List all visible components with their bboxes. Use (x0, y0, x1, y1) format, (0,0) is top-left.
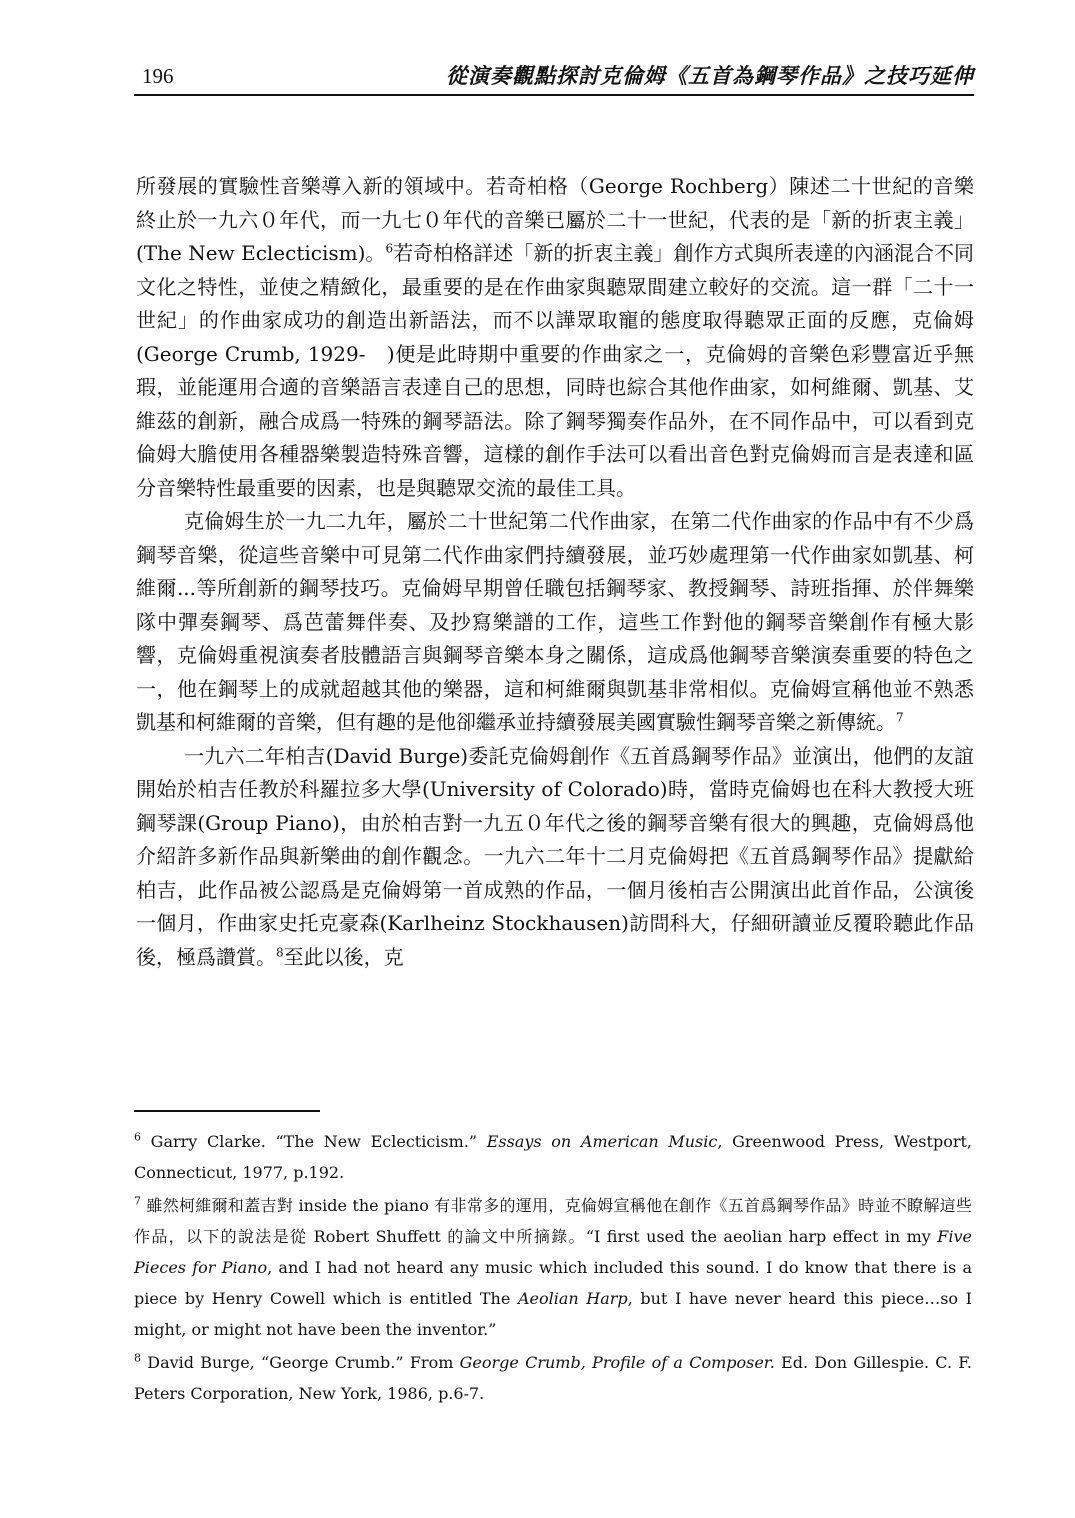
footnote-text-end: Ed. Don Gillespie. C. F. Peters Corporation, New York, 1986, p.6-7. (134, 1353, 972, 1403)
paragraph-3-text: 一九六二年柏吉(David Burge)委託克倫姆創作《五首爲鋼琴作品》並演出，他們的友誼開始於柏吉任教於科羅拉多大學(University of Colorado)時，當時克倫姆也在科大教授大班鋼琴課(Group Piano)，由於柏吉對一九五０年代之後的鋼琴音樂有很大的興趣，克倫姆爲他介紹許多新作品與新樂曲的創作觀念。一九六二年十二月克倫姆把《五首爲鋼琴作品》提獻給柏吉，此作品被公認爲是克倫姆第一首成熟的作品，一個月後柏吉公開演出此首作品，公演後一個月，作曲家史托克豪森(Karlheinz Stockhausen)訪問科大，仔細研讀並反覆聆聽此作品後，極爲讚賞。 (136, 743, 974, 969)
paragraph-2-text: 克倫姆生於一九二九年，屬於二十世紀第二代作曲家，在第二代作曲家的作品中有不少爲鋼琴音樂，從這些音樂中可見第二代作曲家們持續發展，並巧妙處理第一代作曲家如凱基、柯維爾...等所創新的鋼琴技巧。克倫姆早期曾任職包括鋼琴家、教授鋼琴、詩班指揮、於伴舞樂隊中彈奏鋼琴、爲芭蕾舞伴奏、及抄寫樂譜的工作，這些工作對他的鋼琴音樂創作有極大影響，克倫姆重視演奏者肢體語言與鋼琴音樂本身之關係，這成爲他鋼琴音樂演奏重要的特色之一，他在鋼琴上的成就超越其他的樂器，這和柯維爾與凱基非常相似。克倫姆宣稱他並不熟悉凱基和柯維爾的音樂，但有趣的是他卻繼承並持續發展美國實驗性鋼琴音樂之新傳統。 (136, 509, 974, 734)
footnote-text: 雖然柯維爾和蓋吉對 inside the piano 有非常多的運用，克倫姆宣稱他在創作《五首爲鋼琴作品》時並不瞭解這些作品，以下的說法是從 Robert Shuffett 的論文中所摘錄。“I first used the aeolian harp effect in my (134, 1196, 972, 1246)
footnote-ref-7: 7 (896, 710, 904, 725)
footnote-text-end: , Greenwood Press, Westport, Connecticut, 1977, p.192. (134, 1132, 972, 1182)
paragraph-3-continuation: 至此以後，克 (283, 944, 404, 969)
running-title: 從演奏觀點探討克倫姆《五首為鋼琴作品》之技巧延伸 (446, 63, 974, 88)
footnote-separator (134, 1110, 320, 1112)
paragraph-1-continuation: 若奇柏格詳述「新的折衷主義」創作方式與所表達的內涵混合不同文化之特性，並使之精緻化，最重要的是在作曲家與聽眾間建立較好的交流。這一群「二十一世紀」的作曲家成功的創造出新語法，而不以譁眾取寵的態度取得聽眾正面的反應，克倫姆(George Crumb, 1929- )便是此時期中重要的作曲家之一，克倫姆的音樂色彩豐富近乎無瑕，並能運用合適的音樂語言表達自己的思想，同時也綜合其他作曲家，如柯維爾、凱基、艾維茲的創新，融合成爲一特殊的鋼琴語法。除了鋼琴獨奏作品外，在不同作品中，可以看到克倫姆大膽使用各種器樂製造特殊音響，這樣的創作手法可以看出音色對克倫姆而言是表達和區分音樂特性最重要的因素，也是與聽眾交流的最佳工具。 (136, 241, 974, 500)
paragraph-2 (136, 505, 974, 740)
footnote-8 (134, 1347, 972, 1409)
footnote-ref-8: 8 (276, 944, 284, 959)
footnote-text-end: , but I have never heard this piece…so I might, or might not have been the inventor.” (134, 1289, 973, 1339)
footnote-6 (134, 1126, 972, 1188)
footnote-title: Five Pieces for Piano (134, 1227, 972, 1277)
footnote-7 (134, 1190, 972, 1345)
main-text (136, 170, 974, 974)
footnotes (134, 1126, 972, 1411)
paragraph-1 (136, 170, 974, 505)
footnote-title: Essays on American Music (486, 1132, 718, 1151)
footnote-title: George Crumb, Profile of a Composer. (459, 1353, 775, 1372)
footnote-text: David Burge, “George Crumb.” From (147, 1353, 460, 1372)
paragraph-1-text: 所發展的實驗性音樂導入新的領域中。若奇柏格（George Rochberg）陳述二十世紀的音樂終止於一九六０年代，而一九七０年代的音樂已屬於二十一世紀，代表的是「新的折衷主義」(The New Eclecticism)。 (136, 174, 974, 265)
footnote-text-middle: , and I had not heard any music which included this sound. I do know that there is a piece by Henry Cowell which is entitled The (134, 1258, 972, 1308)
footnote-number: 6 (134, 1130, 141, 1144)
page-number: 196 (142, 64, 174, 88)
footnote-text: Garry Clarke. “The New Eclecticism.” (150, 1132, 487, 1151)
paragraph-3 (136, 740, 974, 975)
footnote-title-2: Aeolian Harp (517, 1289, 628, 1308)
header-rule (134, 94, 974, 96)
footnote-number: 7 (134, 1194, 141, 1208)
running-header (134, 62, 974, 96)
footnote-ref-6: 6 (385, 241, 394, 256)
footnote-number: 8 (134, 1351, 141, 1365)
